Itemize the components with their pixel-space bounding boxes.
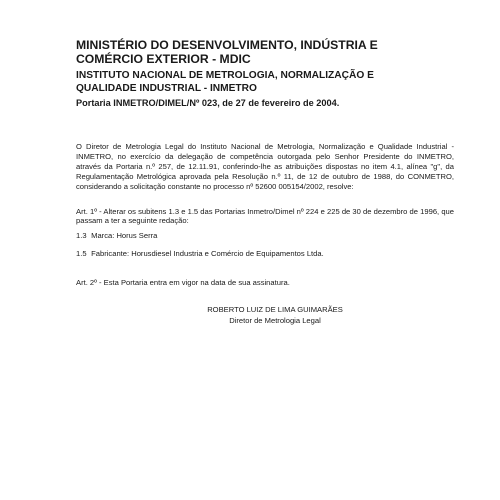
list-item (76, 231, 454, 241)
item-text: Fabricante: Horusdiesel Industria e Comércio de Equipamentos Ltda. (91, 249, 324, 259)
ministry-heading: MINISTÉRIO DO DESENVOLVIMENTO, INDÚSTRIA E COMÉRCIO EXTERIOR - MDIC (76, 38, 378, 66)
intro-paragraph: O Diretor de Metrologia Legal do Instituto Nacional de Metrologia, Normalização e Qualidade Industrial - INMETRO, no exercício da delegação de competência outorgada pelo Senhor Presidente do INMETRO, através da Portaria n.º 257, de 12.11.91, conferindo-lhe as atribuições dispostas no item 4.1, alínea "g", da Regulamentação Metrológica aprovada pela Resolução n.º 11, de 12 de outubro de 1988, do CONMETRO, considerando a solicitação constante no processo nº 52600 005154/2002, resolve: (76, 142, 454, 191)
item-number: 1.3 (76, 231, 87, 241)
ordinance-title: Portaria INMETRO/DIMEL/Nº 023, de 27 de fevereiro de 2004. (76, 98, 340, 108)
signatory-name: ROBERTO LUIZ DE LIMA GUIMARÃES (207, 305, 343, 315)
article-2: Art. 2º - Esta Portaria entra em vigor na data de sua assinatura. (76, 278, 290, 288)
item-text: Marca: Horus Serra (91, 231, 158, 241)
list-item (76, 249, 454, 259)
article-1: Art. 1º - Alterar os subitens 1.3 e 1.5 das Portarias Inmetro/Dimel nº 224 e 225 de 30 de dezembro de 1996, que passam a ter a seguinte redação: (76, 206, 454, 226)
institute-heading: INSTITUTO NACIONAL DE METROLOGIA, NORMALIZAÇÃO E QUALIDADE INDUSTRIAL - INMETRO (76, 70, 374, 94)
signatory-title: Diretor de Metrologia Legal (229, 316, 321, 326)
item-number: 1.5 (76, 249, 87, 259)
